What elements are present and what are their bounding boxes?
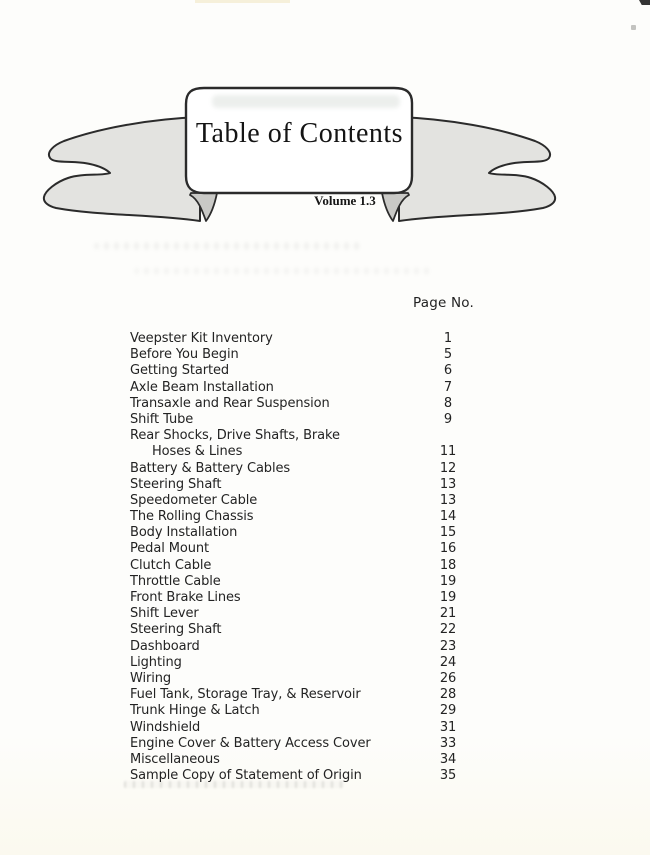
toc-entry-label: Steering Shaft — [130, 476, 222, 492]
toc-entry-page: 12 — [439, 460, 457, 476]
toc-row — [130, 493, 466, 509]
toc-entry-page: 11 — [439, 444, 457, 460]
toc-row — [130, 736, 466, 752]
toc-row — [130, 622, 466, 638]
scan-bleedthrough-smear — [212, 95, 400, 108]
toc-entry-page: 23 — [439, 638, 457, 654]
toc-entry-page: 28 — [439, 687, 457, 703]
toc-row — [130, 703, 466, 719]
toc-entry-label: Front Brake Lines — [130, 590, 241, 605]
toc-row — [130, 655, 466, 671]
toc-entry-label: Shift Tube — [130, 411, 194, 427]
ribbon-right-tail — [399, 117, 555, 221]
toc-entry-page: 29 — [439, 703, 457, 719]
toc-row — [130, 671, 466, 687]
toc-row — [130, 363, 466, 379]
toc-entry-label: Pedal Mount — [130, 541, 209, 557]
toc-entry-page: 26 — [439, 670, 457, 686]
toc-entry-page: 15 — [439, 525, 457, 541]
toc-row — [130, 331, 466, 347]
toc-entry-label: Trunk Hinge & Latch — [130, 703, 260, 719]
toc-entry-page: 19 — [439, 590, 457, 605]
toc-row — [130, 444, 466, 460]
page-no-header: Page No. — [413, 295, 474, 311]
toc-row — [130, 752, 466, 768]
toc-entry-label: Body Installation — [130, 525, 238, 541]
toc-entry-page: 9 — [443, 411, 453, 427]
toc-entry-page: 35 — [439, 768, 457, 784]
toc-entry-page: 34 — [439, 751, 457, 767]
toc-entry-label: The Rolling Chassis — [130, 509, 254, 525]
toc-entry-page: 14 — [439, 509, 457, 525]
toc-row — [130, 541, 466, 557]
toc-entry-page: 22 — [439, 622, 457, 638]
toc-row — [130, 525, 466, 541]
toc-entry-label: Windshield — [130, 719, 201, 735]
toc-entry-label: Axle Beam Installation — [130, 379, 274, 395]
toc-entry-label: Sample Copy of Statement of Origin — [130, 768, 362, 784]
toc-entry-label: Steering Shaft — [130, 622, 222, 638]
toc-entry-page: 16 — [439, 541, 457, 557]
toc-entry-label: Before You Begin — [130, 347, 239, 363]
toc-entry-label: Wiring — [130, 670, 172, 686]
toc-entry-page: 24 — [439, 654, 457, 670]
toc-row — [130, 590, 466, 606]
toc-entry-page: 31 — [439, 719, 457, 735]
toc-row — [130, 720, 466, 736]
toc-entry-page: 13 — [439, 476, 457, 492]
toc-entry-label: Miscellaneous — [130, 751, 220, 767]
scan-bleedthrough-line — [135, 268, 435, 274]
toc-entry-page: 33 — [439, 735, 457, 751]
toc-row — [130, 768, 466, 784]
toc-entry-label: Clutch Cable — [130, 557, 212, 573]
toc-row — [130, 606, 466, 622]
banner-title: Table of Contents — [195, 118, 404, 149]
toc-row — [130, 477, 466, 493]
toc-entry-page: 7 — [443, 379, 453, 395]
toc-row — [130, 347, 466, 363]
toc-entry-page: 13 — [439, 492, 457, 508]
toc-entry-label: Lighting — [130, 654, 182, 670]
toc-entry-label: Battery & Battery Cables — [130, 460, 291, 476]
toc-row — [130, 574, 466, 590]
toc-entry-page: 5 — [443, 347, 453, 363]
toc-entry-page: 18 — [439, 557, 457, 573]
toc-entry-label: Dashboard — [130, 638, 200, 654]
toc-entry-label: Transaxle and Rear Suspension — [130, 395, 330, 411]
toc-row — [130, 428, 466, 444]
toc-entry-label: Speedometer Cable — [130, 492, 258, 508]
toc-entry-page: 8 — [443, 395, 453, 411]
toc-entry-page: 1 — [443, 331, 453, 346]
toc-row — [130, 639, 466, 655]
toc-entry-label: Veepster Kit Inventory — [130, 331, 273, 346]
toc-entry-page: 19 — [439, 573, 457, 589]
toc-row — [130, 396, 466, 412]
toc-row — [130, 412, 466, 428]
toc-row — [130, 509, 466, 525]
toc-entry-label: Fuel Tank, Storage Tray, & Reservoir — [130, 687, 361, 703]
ribbon-left-tail — [44, 117, 200, 221]
toc-row — [130, 687, 466, 703]
toc-entry-page: 21 — [439, 606, 457, 622]
toc-entry-label: Throttle Cable — [130, 573, 221, 589]
toc-row — [130, 380, 466, 396]
toc-list — [130, 331, 466, 784]
toc-entry-label: Hoses & Lines — [152, 444, 243, 460]
toc-row — [130, 558, 466, 574]
toc-row — [130, 461, 466, 477]
toc-entry-page: 6 — [443, 363, 453, 379]
volume-label: Volume 1.3 — [314, 193, 376, 208]
toc-entry-label: Rear Shocks, Drive Shafts, Brake — [130, 428, 340, 444]
scan-bleedthrough-line — [95, 243, 360, 249]
toc-entry-label: Shift Lever — [130, 606, 199, 622]
toc-entry-label: Engine Cover & Battery Access Cover — [130, 735, 371, 751]
toc-entry-label: Getting Started — [130, 363, 230, 379]
